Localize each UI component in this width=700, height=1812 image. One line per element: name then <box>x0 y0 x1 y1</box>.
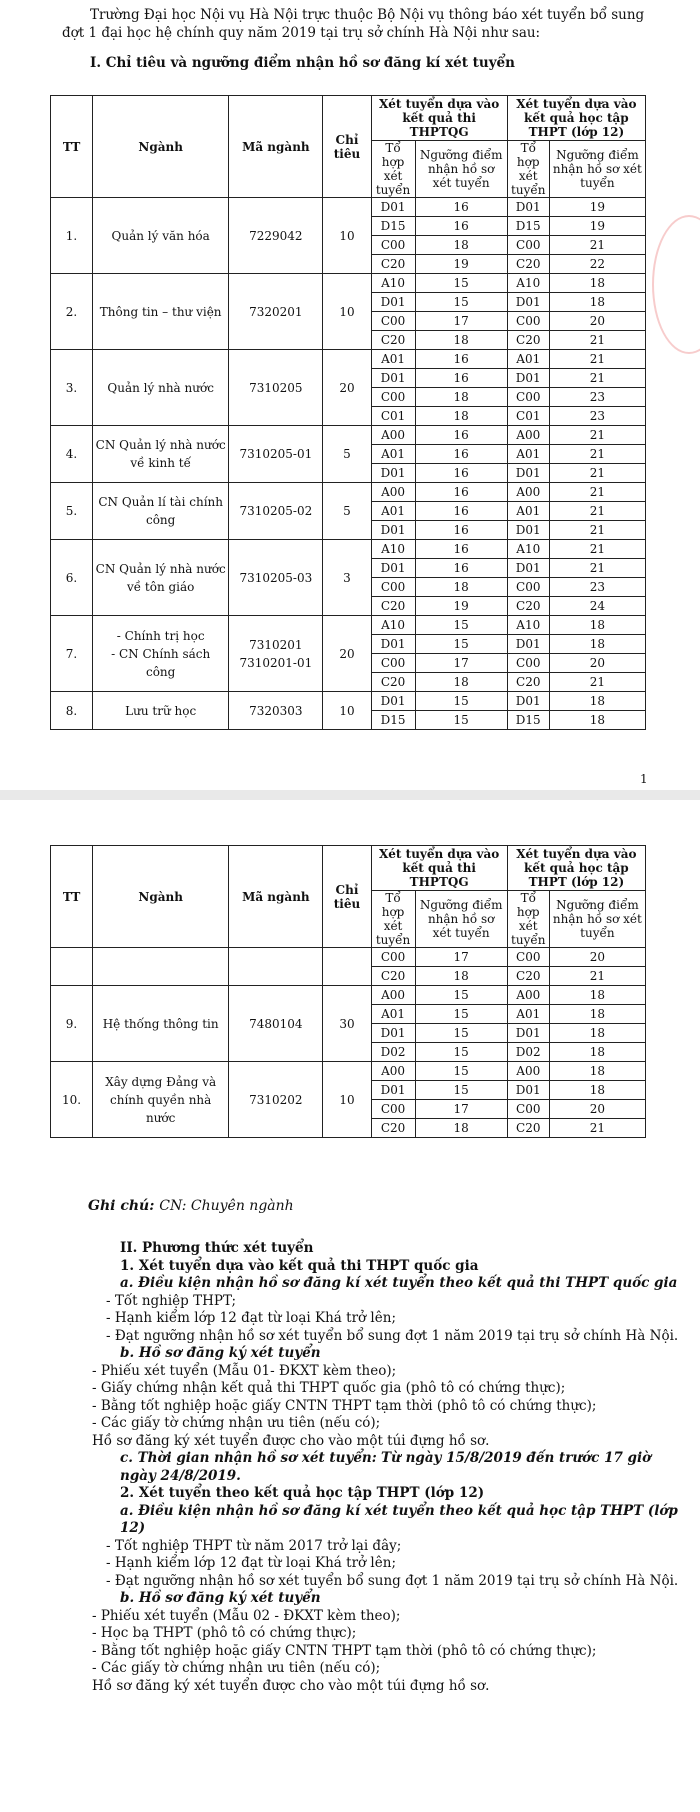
combo-hoc-ba: D01 <box>507 1024 549 1043</box>
list-item: - Đạt ngưỡng nhận hồ sơ xét tuyển bổ sung đợt 1 năm 2019 tại trụ sở chính Hà Nội. <box>106 1572 679 1589</box>
score-hoc-ba: 22 <box>549 255 645 274</box>
major-quota: 20 <box>323 350 371 426</box>
combo-thptqg: D02 <box>371 1043 415 1062</box>
major-code: 7229042 <box>229 198 323 274</box>
major-name: Xây dựng Đảng và chính quyền nhà nước <box>93 1062 229 1138</box>
major-tt: 8. <box>51 692 93 730</box>
table-row <box>51 948 646 967</box>
combo-thptqg: A00 <box>371 986 415 1005</box>
list-item: - Bằng tốt nghiệp hoặc giấy CNTN THPT tạm thời (phô tô có chứng thực); <box>92 1642 597 1659</box>
score-hoc-ba: 23 <box>549 578 645 597</box>
score-thptqg: 16 <box>415 559 507 578</box>
major-code <box>229 948 323 986</box>
score-hoc-ba: 23 <box>549 388 645 407</box>
score-hoc-ba: 20 <box>549 654 645 673</box>
major-code: 7320303 <box>229 692 323 730</box>
list-item: - Tốt nghiệp THPT từ năm 2017 trở lại đây; <box>106 1537 402 1554</box>
score-hoc-ba: 21 <box>549 426 645 445</box>
combo-thptqg: D01 <box>371 1081 415 1100</box>
score-thptqg: 18 <box>415 331 507 350</box>
combo-thptqg: C00 <box>371 1100 415 1119</box>
major-code: 7310202 <box>229 1062 323 1138</box>
combo-hoc-ba: C20 <box>507 331 549 350</box>
combo-thptqg: A10 <box>371 540 415 559</box>
method-2-b: b. Hồ sơ đăng ký xét tuyển <box>120 1590 321 1606</box>
combo-hoc-ba: A00 <box>507 483 549 502</box>
header-chi-tieu: Chỉ tiêu <box>323 846 371 948</box>
score-hoc-ba: 21 <box>549 521 645 540</box>
score-hoc-ba: 18 <box>549 616 645 635</box>
table-row <box>51 1062 646 1081</box>
major-tt: 1. <box>51 198 93 274</box>
major-code: 7310205-02 <box>229 483 323 540</box>
score-thptqg: 18 <box>415 236 507 255</box>
document-page-1 <box>0 0 700 790</box>
table-row <box>51 198 646 217</box>
method-1-title: 1. Xét tuyển dựa vào kết quả thi THPT quốc gia <box>120 1257 479 1274</box>
header-ma-nganh: Mã ngành <box>229 846 323 948</box>
table-row <box>51 616 646 635</box>
score-hoc-ba: 21 <box>549 540 645 559</box>
table-row <box>51 692 646 711</box>
list-item: - Hạnh kiểm lớp 12 đạt từ loại Khá trở lên; <box>106 1555 396 1571</box>
admission-table-page-2 <box>50 845 646 1138</box>
combo-hoc-ba: C00 <box>507 312 549 331</box>
combo-thptqg: A10 <box>371 274 415 293</box>
major-name: Hệ thống thông tin <box>93 986 229 1062</box>
combo-thptqg: C20 <box>371 967 415 986</box>
list-item: - Phiếu xét tuyển (Mẫu 02 - ĐKXT kèm theo); <box>92 1607 401 1624</box>
header-chi-tieu: Chỉ tiêu <box>323 96 371 198</box>
section-2 <box>92 1240 682 1695</box>
list-item: - Học bạ THPT (phô tô có chứng thực); <box>92 1625 357 1641</box>
combo-thptqg: A00 <box>371 1062 415 1081</box>
header-nguong: Ngưỡng điểm nhận hồ sơ xét tuyển <box>415 141 507 198</box>
major-tt: 4. <box>51 426 93 483</box>
combo-thptqg: C00 <box>371 654 415 673</box>
score-hoc-ba: 20 <box>549 1100 645 1119</box>
score-hoc-ba: 20 <box>549 948 645 967</box>
score-hoc-ba: 21 <box>549 464 645 483</box>
combo-hoc-ba: C20 <box>507 673 549 692</box>
combo-hoc-ba: D01 <box>507 521 549 540</box>
major-quota: 10 <box>323 274 371 350</box>
score-thptqg: 17 <box>415 1100 507 1119</box>
score-thptqg: 15 <box>415 1024 507 1043</box>
combo-thptqg: A00 <box>371 426 415 445</box>
header-thptqg: Xét tuyển dựa vào kết quả thi THPTQG <box>371 96 507 141</box>
score-thptqg: 16 <box>415 217 507 236</box>
combo-hoc-ba: D01 <box>507 369 549 388</box>
combo-thptqg: D01 <box>371 692 415 711</box>
page-number: 1 <box>640 772 648 786</box>
list-item: Hồ sơ đăng ký xét tuyển được cho vào một túi đựng hồ sơ. <box>92 1677 490 1694</box>
combo-hoc-ba: A10 <box>507 540 549 559</box>
score-thptqg: 18 <box>415 388 507 407</box>
score-hoc-ba: 18 <box>549 1062 645 1081</box>
score-hoc-ba: 21 <box>549 236 645 255</box>
combo-thptqg: D01 <box>371 464 415 483</box>
major-quota: 3 <box>323 540 371 616</box>
score-hoc-ba: 19 <box>549 198 645 217</box>
score-hoc-ba: 18 <box>549 711 645 730</box>
page-separator <box>0 790 700 800</box>
score-thptqg: 16 <box>415 483 507 502</box>
combo-thptqg: C20 <box>371 1119 415 1138</box>
major-tt: 10. <box>51 1062 93 1138</box>
score-hoc-ba: 20 <box>549 312 645 331</box>
combo-hoc-ba: C20 <box>507 255 549 274</box>
table-row <box>51 483 646 502</box>
combo-thptqg: C20 <box>371 673 415 692</box>
combo-hoc-ba: D02 <box>507 1043 549 1062</box>
header-tt: TT <box>51 846 93 948</box>
score-hoc-ba: 21 <box>549 559 645 578</box>
score-hoc-ba: 18 <box>549 635 645 654</box>
combo-hoc-ba: A01 <box>507 445 549 464</box>
note <box>88 1198 294 1214</box>
major-name: Lưu trữ học <box>93 692 229 730</box>
method-2-title: 2. Xét tuyển theo kết quả học tập THPT (lớp 12) <box>120 1485 485 1501</box>
method-1-b: b. Hồ sơ đăng ký xét tuyển <box>120 1345 321 1361</box>
table-row <box>51 350 646 369</box>
list-item: - Đạt ngưỡng nhận hồ sơ xét tuyển bổ sung đợt 1 năm 2019 tại trụ sở chính Hà Nội. <box>106 1327 679 1344</box>
score-thptqg: 16 <box>415 426 507 445</box>
combo-hoc-ba: C00 <box>507 654 549 673</box>
combo-thptqg: D01 <box>371 369 415 388</box>
score-hoc-ba: 18 <box>549 293 645 312</box>
major-quota: 5 <box>323 426 371 483</box>
score-thptqg: 16 <box>415 540 507 559</box>
header-to-hop: Tổ hợp xét tuyển <box>371 891 415 948</box>
combo-thptqg: C00 <box>371 948 415 967</box>
score-hoc-ba: 19 <box>549 217 645 236</box>
combo-hoc-ba: C20 <box>507 597 549 616</box>
combo-hoc-ba: C01 <box>507 407 549 426</box>
table-row <box>51 540 646 559</box>
major-quota: 10 <box>323 692 371 730</box>
combo-thptqg: A01 <box>371 502 415 521</box>
list-item: - Các giấy tờ chứng nhận ưu tiên (nếu có); <box>92 1415 381 1431</box>
major-tt: 9. <box>51 986 93 1062</box>
combo-hoc-ba: C00 <box>507 236 549 255</box>
score-thptqg: 17 <box>415 654 507 673</box>
major-code: 7310205 <box>229 350 323 426</box>
score-thptqg: 15 <box>415 986 507 1005</box>
combo-thptqg: D01 <box>371 635 415 654</box>
score-thptqg: 19 <box>415 255 507 274</box>
table-row <box>51 274 646 293</box>
combo-thptqg: A10 <box>371 616 415 635</box>
score-thptqg: 17 <box>415 948 507 967</box>
combo-hoc-ba: A01 <box>507 350 549 369</box>
header-tt: TT <box>51 96 93 198</box>
score-thptqg: 16 <box>415 198 507 217</box>
major-code: 7310205-03 <box>229 540 323 616</box>
score-hoc-ba: 21 <box>549 967 645 986</box>
score-hoc-ba: 21 <box>549 673 645 692</box>
combo-thptqg: A01 <box>371 1005 415 1024</box>
major-quota: 10 <box>323 1062 371 1138</box>
combo-hoc-ba: C00 <box>507 1100 549 1119</box>
header-thptqg: Xét tuyển dựa vào kết quả thi THPTQG <box>371 846 507 891</box>
score-hoc-ba: 18 <box>549 1005 645 1024</box>
intro-paragraph: Trường Đại học Nội vụ Hà Nội trực thuộc Bộ Nội vụ thông báo xét tuyển bổ sung đợt 1 đại học hệ chính quy năm 2019 tại trụ sở chính Hà Nội như sau: <box>62 7 645 41</box>
combo-hoc-ba: A00 <box>507 426 549 445</box>
score-thptqg: 16 <box>415 464 507 483</box>
combo-thptqg: C20 <box>371 255 415 274</box>
table-row <box>51 986 646 1005</box>
major-code: 7480104 <box>229 986 323 1062</box>
header-hoc-ba: Xét tuyển dựa vào kết quả học tập THPT (lớp 12) <box>507 96 645 141</box>
combo-hoc-ba: C00 <box>507 948 549 967</box>
score-thptqg: 15 <box>415 1062 507 1081</box>
method-2-a: a. Điều kiện nhận hồ sơ đăng kí xét tuyển theo kết quả học tập THPT (lớp 12) <box>120 1502 678 1536</box>
note-label: Ghi chú: <box>88 1198 155 1214</box>
list-item: - Tốt nghiệp THPT; <box>106 1292 237 1309</box>
method-1-c-text: Từ ngày 15/8/2019 đến trước 17 giờ ngày 24/8/2019. <box>120 1450 652 1484</box>
combo-hoc-ba: A10 <box>507 616 549 635</box>
combo-hoc-ba: C00 <box>507 578 549 597</box>
header-nguong-2: Ngưỡng điểm nhận hồ sơ xét tuyển <box>549 141 645 198</box>
method-1-a: a. Điều kiện nhận hồ sơ đăng kí xét tuyển theo kết quả thi THPT quốc gia <box>120 1275 678 1291</box>
table-row <box>51 426 646 445</box>
combo-hoc-ba: A00 <box>507 1062 549 1081</box>
combo-hoc-ba: D15 <box>507 711 549 730</box>
score-hoc-ba: 18 <box>549 986 645 1005</box>
list-item: - Giấy chứng nhận kết quả thi THPT quốc gia (phô tô có chứng thực); <box>92 1380 566 1396</box>
combo-thptqg: D15 <box>371 711 415 730</box>
major-code: 7310201 7310201-01 <box>229 616 323 692</box>
combo-hoc-ba: D01 <box>507 198 549 217</box>
combo-thptqg: D01 <box>371 559 415 578</box>
combo-hoc-ba: A01 <box>507 1005 549 1024</box>
score-hoc-ba: 21 <box>549 502 645 521</box>
major-name: Thông tin – thư viện <box>93 274 229 350</box>
red-stamp <box>652 215 700 354</box>
combo-hoc-ba: D01 <box>507 293 549 312</box>
score-hoc-ba: 21 <box>549 445 645 464</box>
score-hoc-ba: 18 <box>549 274 645 293</box>
score-thptqg: 16 <box>415 502 507 521</box>
score-thptqg: 15 <box>415 293 507 312</box>
score-thptqg: 18 <box>415 407 507 426</box>
combo-hoc-ba: D01 <box>507 635 549 654</box>
combo-hoc-ba: A10 <box>507 274 549 293</box>
score-hoc-ba: 24 <box>549 597 645 616</box>
major-quota <box>323 948 371 986</box>
combo-thptqg: A01 <box>371 350 415 369</box>
combo-thptqg: C01 <box>371 407 415 426</box>
major-quota: 20 <box>323 616 371 692</box>
combo-hoc-ba: A01 <box>507 502 549 521</box>
combo-hoc-ba: C20 <box>507 1119 549 1138</box>
major-tt <box>51 948 93 986</box>
combo-thptqg: D01 <box>371 198 415 217</box>
combo-thptqg: C00 <box>371 312 415 331</box>
major-code: 7310205-01 <box>229 426 323 483</box>
header-to-hop: Tổ hợp xét tuyển <box>371 141 415 198</box>
score-thptqg: 18 <box>415 673 507 692</box>
header-nguong-2: Ngưỡng điểm nhận hồ sơ xét tuyển <box>549 891 645 948</box>
header-ma-nganh: Mã ngành <box>229 96 323 198</box>
header-to-hop-2: Tổ hợp xét tuyển <box>507 891 549 948</box>
score-thptqg: 16 <box>415 350 507 369</box>
combo-thptqg: A00 <box>371 483 415 502</box>
score-thptqg: 15 <box>415 274 507 293</box>
method-1-c-label: c. Thời gian nhận hồ sơ xét tuyển: <box>120 1450 377 1466</box>
combo-hoc-ba: C20 <box>507 967 549 986</box>
score-thptqg: 15 <box>415 1043 507 1062</box>
major-name: Quản lý nhà nước <box>93 350 229 426</box>
combo-hoc-ba: A00 <box>507 986 549 1005</box>
admission-table-page-1 <box>50 95 646 730</box>
score-thptqg: 19 <box>415 597 507 616</box>
score-thptqg: 17 <box>415 312 507 331</box>
header-nguong: Ngưỡng điểm nhận hồ sơ xét tuyển <box>415 891 507 948</box>
major-tt: 2. <box>51 274 93 350</box>
score-hoc-ba: 18 <box>549 692 645 711</box>
list-item: Hồ sơ đăng ký xét tuyển được cho vào một túi đựng hồ sơ. <box>92 1432 490 1449</box>
method-1-c <box>92 1450 682 1485</box>
list-item: - Phiếu xét tuyển (Mẫu 01- ĐKXT kèm theo); <box>92 1362 397 1379</box>
score-thptqg: 15 <box>415 711 507 730</box>
major-name: Quản lý văn hóa <box>93 198 229 274</box>
combo-hoc-ba: D01 <box>507 559 549 578</box>
section-2-title: II. Phương thức xét tuyển <box>120 1240 314 1256</box>
combo-hoc-ba: D01 <box>507 692 549 711</box>
combo-hoc-ba: D15 <box>507 217 549 236</box>
score-thptqg: 15 <box>415 1005 507 1024</box>
combo-thptqg: C00 <box>371 388 415 407</box>
score-hoc-ba: 21 <box>549 331 645 350</box>
score-thptqg: 18 <box>415 1119 507 1138</box>
score-hoc-ba: 18 <box>549 1024 645 1043</box>
score-thptqg: 15 <box>415 616 507 635</box>
combo-thptqg: D15 <box>371 217 415 236</box>
score-thptqg: 16 <box>415 369 507 388</box>
combo-thptqg: C00 <box>371 578 415 597</box>
combo-thptqg: A01 <box>371 445 415 464</box>
score-thptqg: 18 <box>415 967 507 986</box>
score-hoc-ba: 21 <box>549 369 645 388</box>
combo-hoc-ba: D01 <box>507 464 549 483</box>
combo-thptqg: C20 <box>371 331 415 350</box>
combo-hoc-ba: C00 <box>507 388 549 407</box>
major-tt: 5. <box>51 483 93 540</box>
list-item: - Bằng tốt nghiệp hoặc giấy CNTN THPT tạm thời (phô tô có chứng thực); <box>92 1397 597 1414</box>
major-quota: 30 <box>323 986 371 1062</box>
header-hoc-ba: Xét tuyển dựa vào kết quả học tập THPT (lớp 12) <box>507 846 645 891</box>
major-name: CN Quản lý nhà nước về kinh tế <box>93 426 229 483</box>
score-hoc-ba: 21 <box>549 483 645 502</box>
list-item: - Các giấy tờ chứng nhận ưu tiên (nếu có); <box>92 1660 381 1676</box>
score-thptqg: 15 <box>415 1081 507 1100</box>
header-nganh: Ngành <box>93 96 229 198</box>
major-quota: 5 <box>323 483 371 540</box>
score-thptqg: 16 <box>415 445 507 464</box>
combo-thptqg: C00 <box>371 236 415 255</box>
combo-thptqg: D01 <box>371 521 415 540</box>
score-hoc-ba: 21 <box>549 350 645 369</box>
major-name: - Chính trị học - CN Chính sách công <box>93 616 229 692</box>
score-thptqg: 18 <box>415 578 507 597</box>
list-item: - Hạnh kiểm lớp 12 đạt từ loại Khá trở lên; <box>106 1310 396 1326</box>
combo-thptqg: D01 <box>371 293 415 312</box>
major-tt: 3. <box>51 350 93 426</box>
major-code: 7320201 <box>229 274 323 350</box>
score-thptqg: 15 <box>415 692 507 711</box>
major-name: CN Quản lý nhà nước về tôn giáo <box>93 540 229 616</box>
score-hoc-ba: 21 <box>549 1119 645 1138</box>
note-text: CN: Chuyên ngành <box>159 1198 294 1214</box>
score-thptqg: 16 <box>415 521 507 540</box>
header-nganh: Ngành <box>93 846 229 948</box>
score-thptqg: 15 <box>415 635 507 654</box>
score-hoc-ba: 23 <box>549 407 645 426</box>
major-quota: 10 <box>323 198 371 274</box>
major-tt: 6. <box>51 540 93 616</box>
score-hoc-ba: 18 <box>549 1043 645 1062</box>
major-name <box>93 948 229 986</box>
combo-thptqg: C20 <box>371 597 415 616</box>
header-to-hop-2: Tổ hợp xét tuyển <box>507 141 549 198</box>
combo-hoc-ba: D01 <box>507 1081 549 1100</box>
major-name: CN Quản lí tài chính công <box>93 483 229 540</box>
section-1-heading: I. Chỉ tiêu và ngưỡng điểm nhận hồ sơ đăng kí xét tuyển <box>90 55 515 71</box>
score-hoc-ba: 18 <box>549 1081 645 1100</box>
combo-thptqg: D01 <box>371 1024 415 1043</box>
major-tt: 7. <box>51 616 93 692</box>
